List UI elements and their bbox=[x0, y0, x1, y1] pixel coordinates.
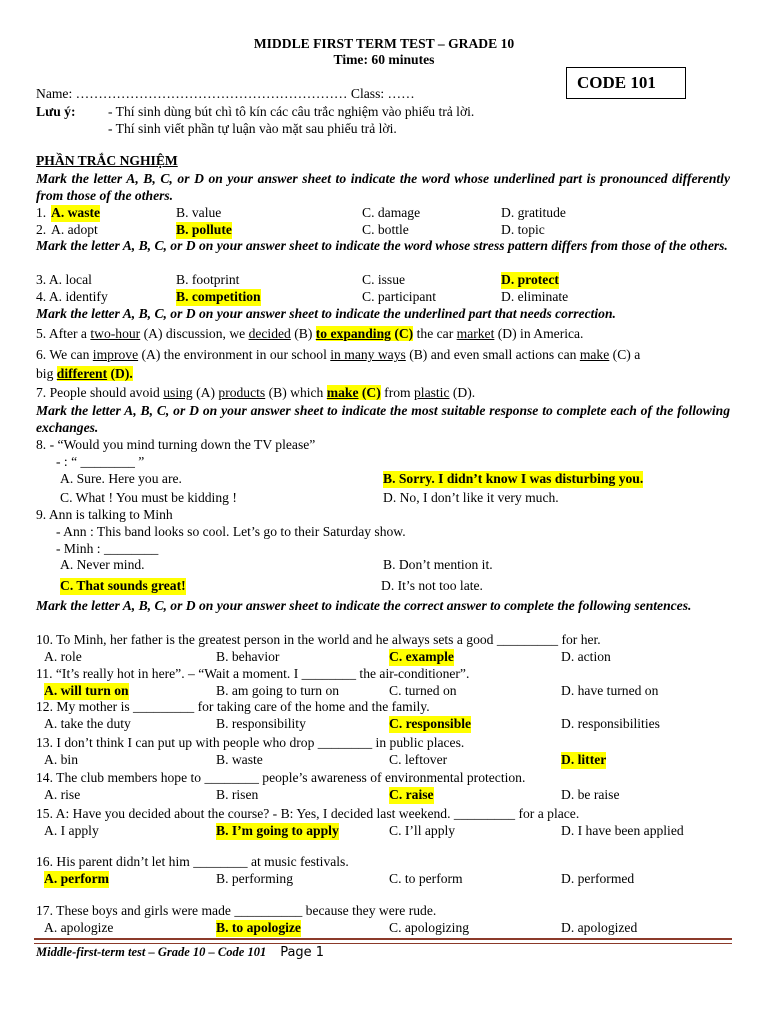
q1-number: 1. bbox=[36, 205, 47, 220]
q7-part-b: products bbox=[218, 385, 266, 400]
footer-text: Middle-first-term test – Grade 10 – Code 101 bbox=[36, 945, 267, 959]
q4-option-a: 4. A. identify bbox=[36, 289, 108, 304]
q3-option-b: B. footprint bbox=[176, 272, 240, 287]
instruction-sentences: Mark the letter A, B, C, or D on your answer sheet to indicate the correct answer to complete the following sentences. bbox=[36, 598, 692, 613]
q11-option-c: C. turned on bbox=[389, 683, 457, 698]
q6-text-2: (A) the environment in our school bbox=[138, 347, 331, 362]
q13-option-a: A. bin bbox=[44, 752, 78, 767]
q12-option-d: D. responsibilities bbox=[561, 716, 660, 731]
q14-stem: 14. The club members hope to ________ people’s awareness of environmental protection. bbox=[36, 770, 526, 785]
q13-option-b: B. waste bbox=[216, 752, 263, 767]
q6-part-b: in many ways bbox=[330, 347, 406, 362]
q6-part-d: different bbox=[56, 366, 108, 381]
q5-text-1: 5. After a bbox=[36, 326, 91, 341]
q5-part-c-label: (C) bbox=[390, 326, 414, 341]
q13-option-d: D. litter bbox=[561, 752, 607, 767]
note-1: - Thí sinh dùng bút chì tô kín các câu trắc nghiệm vào phiếu trả lời. bbox=[108, 104, 475, 119]
q6-sentence-cont bbox=[36, 366, 133, 383]
q14-option-c: C. raise bbox=[389, 787, 434, 802]
q5-text-2: (A) discussion, we bbox=[140, 326, 249, 341]
q3-option-d: D. protect bbox=[501, 272, 559, 287]
q7-text-2: (A) bbox=[192, 385, 219, 400]
q6-text-4: (C) a bbox=[609, 347, 641, 362]
q15-option-d: D. I have been applied bbox=[561, 823, 684, 838]
q6-text-1: 6. We can bbox=[36, 347, 93, 362]
q15-option-c: C. I’ll apply bbox=[389, 823, 456, 838]
q5-text-3: (B) bbox=[290, 326, 316, 341]
q7-part-c-label: (C) bbox=[358, 385, 381, 400]
q10-option-b: B. behavior bbox=[216, 649, 280, 664]
q7-part-c: make bbox=[326, 385, 359, 400]
q6-text-3: (B) and even small actions can bbox=[405, 347, 580, 362]
q13-option-c: C. leftover bbox=[389, 752, 448, 767]
q5-part-a: two-hour bbox=[90, 326, 141, 341]
q12-option-c: C. responsible bbox=[389, 716, 472, 731]
q3-option-c: C. issue bbox=[362, 272, 406, 287]
section-title: PHẦN TRẮC NGHIỆM bbox=[36, 153, 178, 168]
q16-option-c: C. to perform bbox=[389, 871, 463, 886]
q7-part-d: plastic bbox=[414, 385, 450, 400]
q6-text-5: big bbox=[36, 366, 57, 381]
q12-option-b: B. responsibility bbox=[216, 716, 306, 731]
q7-part-a: using bbox=[163, 385, 193, 400]
q4-option-b: B. competition bbox=[176, 289, 261, 304]
q6-part-d-label: (D). bbox=[107, 366, 133, 381]
q1-option-d: D. gratitude bbox=[501, 205, 566, 220]
q14-option-a: A. rise bbox=[44, 787, 81, 802]
page-footer bbox=[36, 944, 324, 962]
q14-option-b: B. risen bbox=[216, 787, 259, 802]
test-time: Time: 60 minutes bbox=[333, 52, 435, 67]
q8-blank: - : “ ________ ” bbox=[56, 454, 145, 469]
q3-option-a: 3. A. local bbox=[36, 272, 92, 287]
q1-option-b: B. value bbox=[176, 205, 222, 220]
q9-option-d: D. It’s not too late. bbox=[381, 578, 483, 593]
q17-option-c: C. apologizing bbox=[389, 920, 470, 935]
q8-stem: 8. - “Would you mind turning down the TV please” bbox=[36, 437, 316, 452]
q5-part-b: decided bbox=[248, 326, 291, 341]
q11-option-d: D. have turned on bbox=[561, 683, 659, 698]
name-class-line: Name: …………………………………………………… Class: …… bbox=[36, 86, 415, 101]
q7-text-6: (D). bbox=[449, 385, 476, 400]
q10-option-c: C. example bbox=[389, 649, 454, 664]
q16-stem: 16. His parent didn’t let him ________ at music festivals. bbox=[36, 854, 349, 869]
q11-option-b: B. am going to turn on bbox=[216, 683, 340, 698]
q2-option-b: B. pollute bbox=[176, 222, 232, 237]
q5-part-d: market bbox=[456, 326, 495, 341]
q12-stem: 12. My mother is _________ for taking care of the home and the family. bbox=[36, 699, 430, 714]
q17-option-d: D. apologized bbox=[561, 920, 638, 935]
q10-option-a: A. role bbox=[44, 649, 82, 664]
q8-option-a: A. Sure. Here you are. bbox=[60, 471, 182, 486]
q1-option-c: C. damage bbox=[362, 205, 421, 220]
q2-option-c: C. bottle bbox=[362, 222, 409, 237]
q15-option-a: A. I apply bbox=[44, 823, 99, 838]
q9-option-b: B. Don’t mention it. bbox=[383, 557, 493, 572]
q8-option-b: B. Sorry. I didn’t know I was disturbing you. bbox=[383, 471, 644, 486]
exam-code-box: CODE 101 bbox=[566, 67, 686, 99]
instruction-exchanges: Mark the letter A, B, C, or D on your answer sheet to indicate the most suitable response to complete each of the following exchanges. bbox=[36, 403, 730, 435]
q8-option-c: C. What ! You must be kidding ! bbox=[60, 490, 237, 505]
q5-text-5: the car bbox=[413, 326, 457, 341]
q17-option-a: A. apologize bbox=[44, 920, 114, 935]
q7-text-1: 7. People should avoid bbox=[36, 385, 164, 400]
q6-sentence bbox=[36, 347, 640, 364]
q9-stem: 9. Ann is talking to Minh bbox=[36, 507, 173, 522]
q5-sentence bbox=[36, 326, 583, 343]
instruction-correction: Mark the letter A, B, C, or D on your answer sheet to indicate the underlined part that needs correction. bbox=[36, 306, 616, 321]
q2-option-d: D. topic bbox=[501, 222, 545, 237]
q7-sentence bbox=[36, 385, 475, 402]
page-number: Page 1 bbox=[280, 945, 325, 960]
q4-option-c: C. participant bbox=[362, 289, 436, 304]
q9-option-a: A. Never mind. bbox=[60, 557, 145, 572]
test-title: MIDDLE FIRST TERM TEST – GRADE 10 bbox=[253, 36, 515, 51]
q13-stem: 13. I don’t think I can put up with people who drop ________ in public places. bbox=[36, 735, 465, 750]
q6-part-c: make bbox=[579, 347, 610, 362]
q5-text-6: (D) in America. bbox=[494, 326, 584, 341]
q10-stem: 10. To Minh, her father is the greatest person in the world and he always sets a good _________ for her. bbox=[36, 632, 601, 647]
q1-option-a: A. waste bbox=[51, 205, 101, 220]
note-label: Lưu ý: bbox=[36, 104, 76, 119]
q4-option-d: D. eliminate bbox=[501, 289, 569, 304]
q8-option-d: D. No, I don’t like it very much. bbox=[383, 490, 559, 505]
instruction-stress: Mark the letter A, B, C, or D on your answer sheet to indicate the word whose stress pattern differs from those of the others. bbox=[36, 238, 728, 253]
q7-text-5: from bbox=[380, 385, 414, 400]
q17-option-b: B. to apologize bbox=[216, 920, 301, 935]
q10-option-d: D. action bbox=[561, 649, 611, 664]
q2-option-a: A. adopt bbox=[51, 222, 98, 237]
q16-option-a: A. perform bbox=[44, 871, 109, 886]
q16-option-b: B. performing bbox=[216, 871, 294, 886]
q2-number: 2. bbox=[36, 222, 47, 237]
q15-stem: 15. A: Have you decided about the course? - B: Yes, I decided last weekend. _________ for a place. bbox=[36, 806, 580, 821]
q5-answer-highlight bbox=[316, 326, 413, 341]
q15-option-b: B. I’m going to apply bbox=[216, 823, 339, 838]
q6-part-a: improve bbox=[92, 347, 139, 362]
q9-option-c: C. That sounds great! bbox=[60, 578, 186, 593]
q9-minh-line: - Minh : ________ bbox=[56, 541, 159, 556]
q7-answer-highlight bbox=[327, 385, 381, 400]
q14-option-d: D. be raise bbox=[561, 787, 620, 802]
q12-option-a: A. take the duty bbox=[44, 716, 131, 731]
instruction-pronunciation: Mark the letter A, B, C, or D on your answer sheet to indicate the word whose underlined part is pronounced differently from those of the others. bbox=[36, 171, 730, 203]
q5-part-c: to expanding bbox=[315, 326, 391, 341]
note-2: - Thí sinh viết phần tự luận vào mặt sau phiếu trả lời. bbox=[108, 121, 397, 136]
q11-option-a: A. will turn on bbox=[44, 683, 129, 698]
q7-text-3: (B) which bbox=[265, 385, 327, 400]
q11-stem: 11. “It’s really hot in here”. – “Wait a moment. I ________ the air-conditioner”. bbox=[36, 666, 470, 681]
q9-ann-line: - Ann : This band looks so cool. Let’s go to their Saturday show. bbox=[56, 524, 406, 539]
q17-stem: 17. These boys and girls were made __________ because they were rude. bbox=[36, 903, 437, 918]
q16-option-d: D. performed bbox=[561, 871, 635, 886]
q6-answer-highlight bbox=[57, 366, 133, 381]
